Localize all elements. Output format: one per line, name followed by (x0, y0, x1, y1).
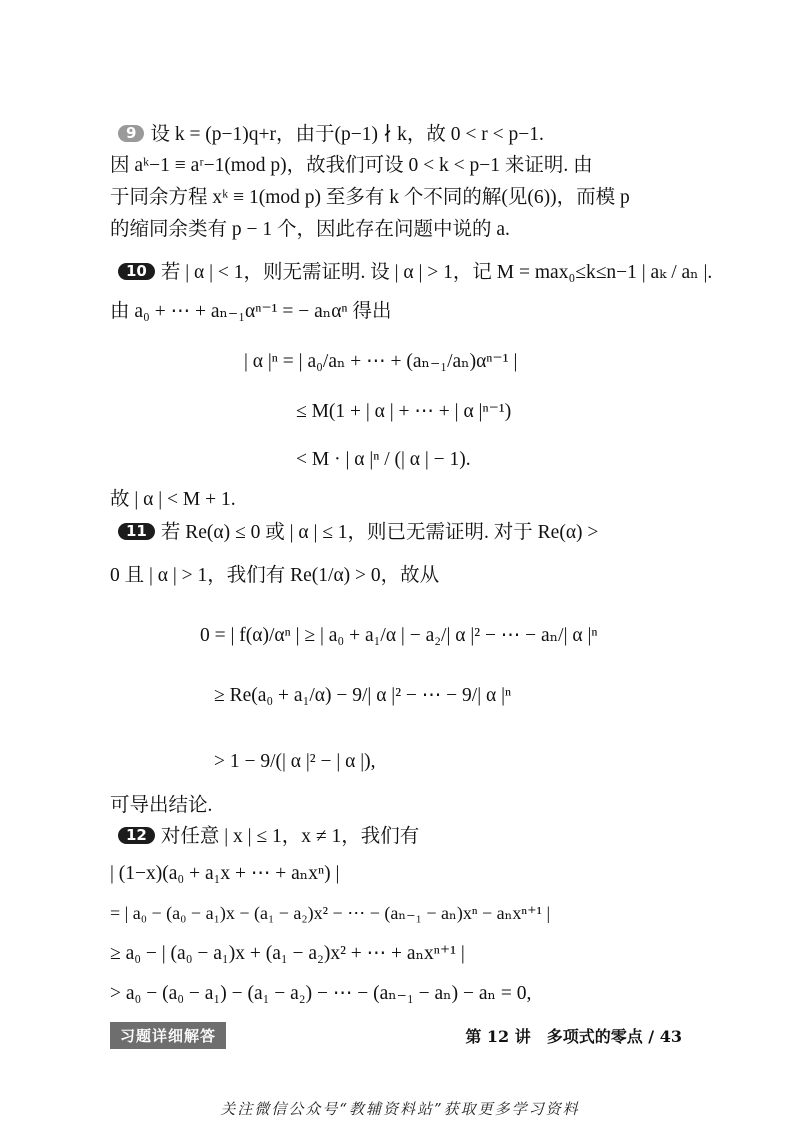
problem-number-badge: 11 (118, 523, 155, 540)
problem-10-line-2: 由 a₀ + ⋯ + aₙ₋₁αⁿ⁻¹ = − aₙαⁿ 得出 (110, 301, 392, 322)
problem-12-display-2: = | a₀ − (a₀ − a₁)x − (a₁ − a₂)x² − ⋯ − (aₙ₋₁ − aₙ)xⁿ − aₙxⁿ⁺¹ | (110, 903, 551, 923)
problem-11-line-1: 11 若 Re(α) ≤ 0 或 | α | ≤ 1，则已无需证明. 对于 Re(α) > (118, 522, 598, 543)
problem-10-line-1: 10 若 | α | < 1，则无需证明. 设 | α | > 1，记 M = max₀≤k≤n−1 | aₖ / aₙ |. (118, 262, 712, 283)
problem-10-display-2: ≤ M(1 + | α | + ⋯ + | α |ⁿ⁻¹) (296, 401, 512, 422)
problem-number-badge: 12 (118, 827, 155, 844)
problem-10-conclusion: 故 | α | < M + 1. (110, 489, 236, 510)
problem-9-line-1: 9 设 k = (p−1)q+r，由于(p−1) ∤ k，故 0 < r < p−1. (118, 124, 544, 145)
problem-11-line-2: 0 且 | α | > 1，我们有 Re(1/α) > 0，故从 (110, 565, 440, 586)
problem-9-line-4: 的缩同余类有 p − 1 个，因此存在问题中说的 a. (110, 219, 510, 240)
problem-9-line-3: 于同余方程 xᵏ ≡ 1(mod p) 至多有 k 个不同的解(见(6))，而模 p (110, 187, 630, 208)
problem-number-badge: 9 (118, 125, 144, 142)
problem-12-line-1: 12 对任意 | x | ≤ 1，x ≠ 1，我们有 (118, 826, 419, 847)
problem-11-conclusion: 可导出结论. (110, 795, 213, 816)
problem-10-display-3: < M · | α |ⁿ / (| α | − 1). (296, 449, 471, 470)
problem-10-display-1: | α |ⁿ = | a₀/aₙ + ⋯ + (aₙ₋₁/aₙ)αⁿ⁻¹ | (244, 351, 518, 372)
problem-12-display-3: ≥ a₀ − | (a₀ − a₁)x + (a₁ − a₂)x² + ⋯ + aₙxⁿ⁺¹ | (110, 943, 465, 964)
chapter-page-number: 第 12 讲 多项式的零点 / 43 (465, 1027, 682, 1046)
problem-12-display-4: > a₀ − (a₀ − a₁) − (a₁ − a₂) − ⋯ − (aₙ₋₁ − aₙ) − aₙ = 0, (110, 983, 532, 1004)
watermark-text: 关注微信公众号“教辅资料站”获取更多学习资料 (220, 1100, 580, 1118)
problem-9-line-2: 因 aᵏ−1 ≡ aʳ−1(mod p)，故我们可设 0 < k < p−1 来证明. 由 (110, 155, 593, 176)
problem-11-display-2: ≥ Re(a₀ + a₁/α) − 9/| α |² − ⋯ − 9/| α |ⁿ (214, 685, 512, 706)
problem-number-badge: 10 (118, 263, 155, 280)
problem-11-display-1: 0 = | f(α)/αⁿ | ≥ | a₀ + a₁/α | − a₂/| α |² − ⋯ − aₙ/| α |ⁿ (200, 625, 598, 646)
problem-11-display-3: > 1 − 9/(| α |² − | α |), (214, 751, 376, 772)
section-tag: 习题详细解答 (110, 1022, 226, 1049)
problem-12-display-1: | (1−x)(a₀ + a₁x + ⋯ + aₙxⁿ) | (110, 863, 340, 884)
